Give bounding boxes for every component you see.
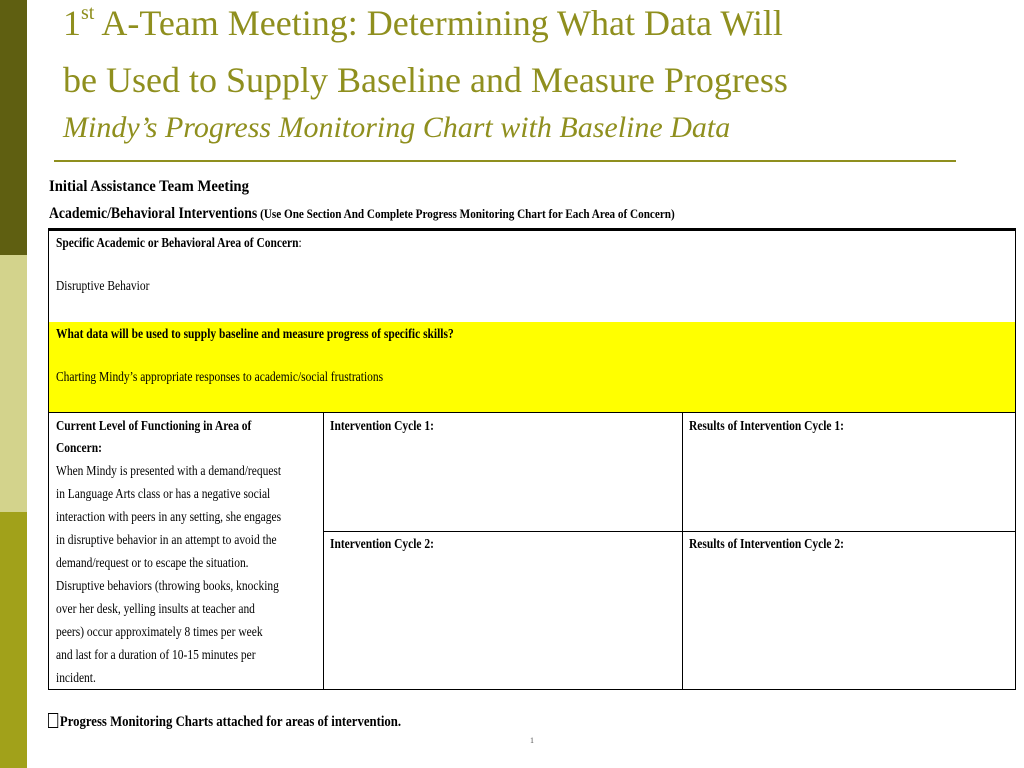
- current-level-text-line: Disruptive behaviors (throwing books, knocking: [56, 579, 279, 594]
- slide-subtitle: Mindy’s Progress Monitoring Chart with Baseline Data: [63, 111, 731, 144]
- current-level-text-line: When Mindy is presented with a demand/request: [56, 464, 282, 479]
- area-of-concern-value: Disruptive Behavior: [56, 279, 150, 294]
- decor-bar-bottom: [0, 512, 27, 768]
- decor-bar-top: [0, 0, 27, 255]
- current-level-text-line: interaction with peers in any setting, she engages: [56, 510, 282, 525]
- attached-checkbox[interactable]: [48, 713, 58, 728]
- data-source-row: [49, 322, 1015, 413]
- slide-title-line2: be Used to Supply Baseline and Measure Progress: [63, 60, 788, 100]
- current-level-text-line: in Language Arts class or has a negative social: [56, 487, 271, 502]
- column-divider-2: [682, 412, 683, 690]
- current-level-text-line: over her desk, yelling insults at teacher and: [56, 602, 255, 617]
- form-subheading: Academic/Behavioral Interventions (Use One Section And Complete Progress Monitoring Chart for Each Area of Concern): [49, 205, 675, 222]
- data-answer: Charting Mindy’s appropriate responses to academic/social frustrations: [56, 370, 384, 385]
- cycle-row-divider: [323, 531, 1015, 532]
- current-level-label-line2: Concern:: [56, 441, 102, 456]
- current-level-label-line1: Current Level of Functioning in Area of: [56, 419, 252, 434]
- area-of-concern-label: Specific Academic or Behavioral Area of Concern:: [56, 236, 302, 251]
- area-of-concern-row: [49, 229, 1015, 323]
- intervention-cycle-1-label: Intervention Cycle 1:: [330, 419, 434, 434]
- decor-bar-middle: [0, 255, 27, 512]
- form-subheading-note: (Use One Section And Complete Progress Monitoring Chart for Each Area of Concern): [257, 206, 675, 221]
- attached-charts-note: Progress Monitoring Charts attached for areas of intervention.: [48, 713, 401, 731]
- title-divider: [54, 160, 956, 162]
- intervention-cycle-2-label: Intervention Cycle 2:: [330, 537, 434, 552]
- current-level-text-line: demand/request or to escape the situation.: [56, 556, 249, 571]
- intervention-form-table: [48, 228, 1016, 690]
- current-level-text-line: in disruptive behavior in an attempt to avoid the: [56, 533, 277, 548]
- current-level-text-line: incident.: [56, 671, 96, 686]
- form-heading: Initial Assistance Team Meeting: [49, 178, 249, 195]
- column-divider-1: [323, 412, 324, 690]
- slide-title-line1: 1st A-Team Meeting: Determining What Data Will: [63, 2, 783, 43]
- current-level-text-line: and last for a duration of 10-15 minutes per: [56, 648, 256, 663]
- results-cycle-2-label: Results of Intervention Cycle 2:: [689, 537, 844, 552]
- data-question: What data will be used to supply baseline and measure progress of specific skills?: [56, 327, 454, 342]
- page-mark: 1: [530, 736, 534, 745]
- current-level-text-line: peers) occur approximately 8 times per week: [56, 625, 263, 640]
- results-cycle-1-label: Results of Intervention Cycle 1:: [689, 419, 844, 434]
- title-superscript: st: [81, 2, 95, 24]
